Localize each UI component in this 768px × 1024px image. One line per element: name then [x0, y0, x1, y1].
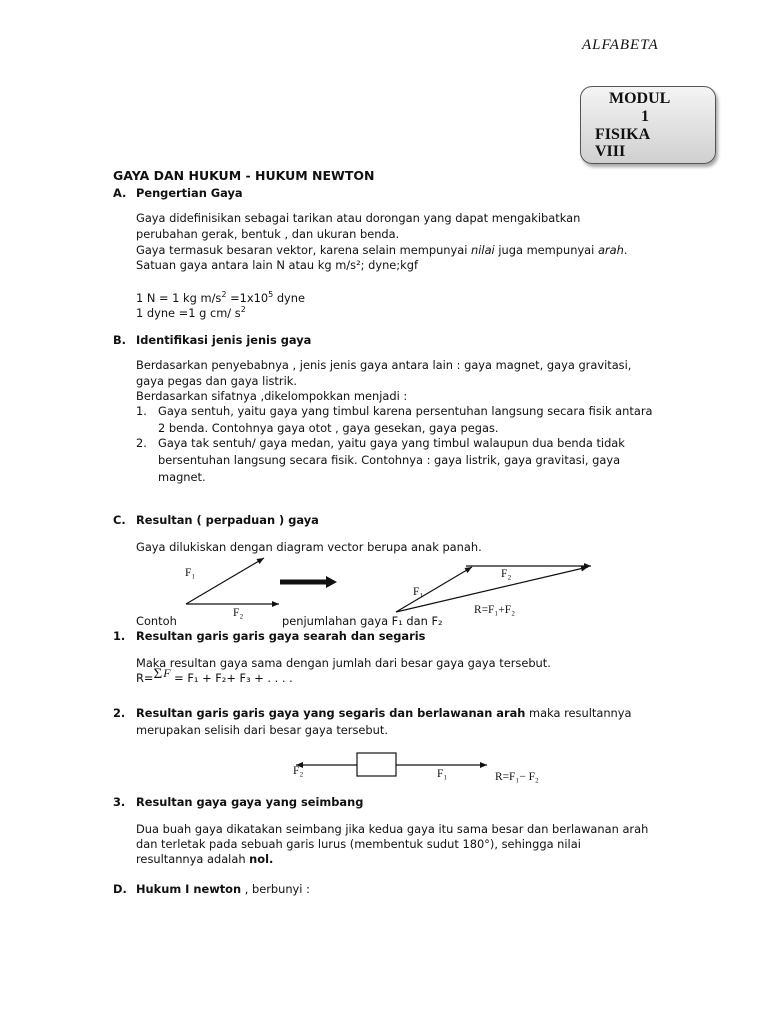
section-a-paragraph-line: perubahan gerak, bentuk , dan ukuran benda.: [136, 227, 400, 241]
block: [357, 753, 396, 776]
nilai-term: nilai: [471, 243, 495, 257]
transform-arrow-head: [326, 576, 337, 588]
newton-equation: 1 N = 1 kg $m/s^2 =1x10^5$ dyne: [136, 290, 306, 305]
sub2-text: merupakan selisih dari besar gaya tersebut.: [136, 723, 388, 737]
section-a-paragraph-line: Gaya didefinisikan sebagai tarikan atau dorongan yang dapat mengakibatkan: [136, 211, 581, 225]
sub3-text-line: dan terletak pada sebuah garis lurus (membentuk sudut 180°), sehingga nilai: [136, 837, 581, 851]
sub2-heading: Resultan garis garis gaya yang segaris dan berlawanan arah maka resultannya: [136, 706, 632, 720]
list-item-text: bersentuhan langsung secara fisik. Contohnya : gaya listrik, gaya gravitasi, gaya: [158, 453, 621, 467]
f1-vector-arrow: [186, 558, 264, 604]
section-a-heading: Pengertian Gaya: [136, 186, 243, 200]
list-item-text: Gaya sentuh, yaitu gaya yang timbul karena persentuhan langsung secara fisik antara: [158, 404, 653, 418]
list-item-text: magnet.: [158, 470, 206, 484]
sub3-number: 3.: [113, 795, 126, 809]
list-item-text: Gaya tak sentuh/ gaya medan, yaitu gaya yang timbul walaupun dua benda tidak: [158, 436, 625, 450]
sub3-text-line: resultannya adalah nol.: [136, 852, 274, 866]
section-c-marker: C.: [113, 513, 126, 527]
diagram2-f1-label: F₁: [413, 586, 424, 598]
arah-term: arah: [597, 243, 624, 257]
section-b-paragraph-line: Berdasarkan sifatnya ,dikelompokkan menjadi :: [136, 389, 408, 403]
modul-subject: FISIKA: [595, 126, 651, 143]
opposite-result-label: R=F₁− F₂: [495, 771, 539, 783]
units-line: Satuan gaya antara lain N atau kg m/s²; dyne;kgf: [136, 258, 418, 272]
sub3-heading: Resultan gaya gaya yang seimbang: [136, 795, 364, 809]
dyne-equation: 1 dyne =1 g cm/ $s^2$: [136, 305, 246, 320]
f1-vector-arrow: [396, 567, 472, 612]
diagram2-result-label: R=F₁+F₂: [474, 604, 516, 616]
modul-number: 1: [641, 108, 649, 125]
section-b-heading: Identifikasi jenis jenis gaya: [136, 333, 312, 347]
list-number: 1.: [136, 404, 147, 418]
list-item-text: 2 benda. Contohnya gaya otot , gaya gesekan, gaya pegas.: [158, 421, 499, 435]
vector-definition-line: Gaya termasuk besaran vektor, karena selain mempunyai nilai juga mempunyai arah.: [136, 243, 628, 257]
sub1-formula: R=ΣF = F₁ + F₂+ F₃ + . . . .: [136, 666, 293, 685]
sub2-number: 2.: [113, 706, 126, 720]
diagram1-f2-label: F₂: [233, 607, 244, 619]
section-d-heading: Hukum I newton , berbunyi :: [136, 882, 310, 896]
sub1-number: 1.: [113, 629, 126, 643]
opposite-f1-label: F₁: [437, 768, 448, 780]
nol-term: nol.: [249, 852, 274, 866]
diagram1-f1-label: F₁: [185, 567, 196, 579]
page-title: GAYA DAN HUKUM - HUKUM NEWTON: [113, 168, 375, 183]
modul-grade: VIII: [595, 143, 626, 160]
opposite-f2-label: F₂: [293, 765, 304, 777]
sub1-text: Maka resultan gaya sama dengan jumlah dari besar gaya gaya tersebut.: [136, 656, 551, 670]
section-b-paragraph-line: gaya pegas dan gaya listrik.: [136, 374, 297, 388]
sub1-heading: Resultan garis garis gaya searah dan segaris: [136, 629, 426, 643]
section-b-paragraph-line: Berdasarkan penyebabnya , jenis jenis gaya antara lain : gaya magnet, gaya gravitasi,: [136, 358, 632, 372]
section-a-marker: A.: [113, 186, 127, 200]
contoh-label: Contoh: [136, 614, 177, 628]
modul-label: MODUL: [609, 90, 671, 107]
diagram2-f2-label: F₂: [501, 568, 512, 580]
section-c-intro: Gaya dilukiskan dengan diagram vector berupa anak panah.: [136, 540, 482, 554]
sub3-text-line: Dua buah gaya dikatakan seimbang jika kedua gaya itu sama besar dan berlawanan arah: [136, 822, 649, 836]
section-b-marker: B.: [113, 333, 127, 347]
section-c-heading: Resultan ( perpaduan ) gaya: [136, 513, 319, 527]
list-number: 2.: [136, 436, 147, 450]
header-brand: ALFABETA: [582, 37, 659, 53]
sigma-symbol: Σ: [153, 666, 163, 682]
contoh-caption: penjumlahan gaya F₁ dan F₂: [282, 614, 443, 628]
section-d-marker: D.: [113, 882, 127, 896]
